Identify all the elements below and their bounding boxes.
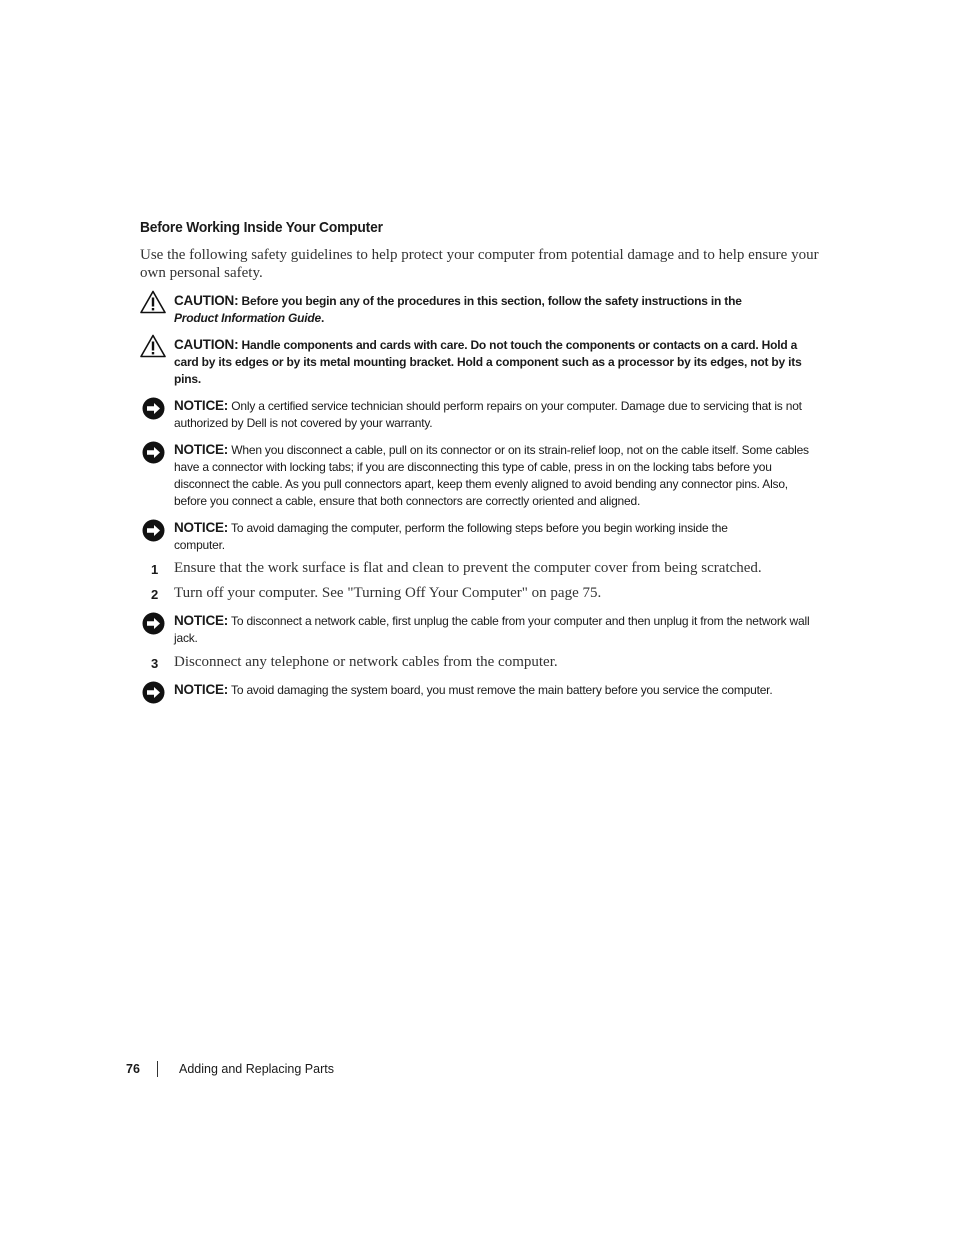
step-text: Ensure that the work surface is flat and clean to prevent the computer cover from being scratched. — [174, 560, 762, 576]
caution-label: CAUTION: — [174, 293, 239, 308]
step-number: 2 — [151, 587, 159, 602]
page-number: 76 — [126, 1062, 140, 1076]
notice-body: To avoid damaging the computer, perform the following steps before you begin working inside the computer. — [174, 521, 728, 552]
notice-body: Only a certified service technician should perform repairs on your computer. Damage due to servicing that is not authorized by Dell is not covered by your warranty. — [174, 399, 802, 430]
caution-text-2 — [174, 336, 822, 388]
step-number: 3 — [151, 656, 159, 671]
notice-label: NOTICE: — [174, 442, 229, 457]
notice-text-3 — [174, 519, 764, 554]
notice-label: NOTICE: — [174, 520, 229, 535]
notice-text-1 — [174, 397, 822, 432]
caution-body: Handle components and cards with care. Do not touch the components or contacts on a card. Hold a card by its edges or by its metal mounting bracket. Hold a component such as a processor by its edges, not by its pins. — [174, 338, 802, 386]
section-heading: Before Working Inside Your Computer — [140, 219, 383, 236]
notice-label: NOTICE: — [174, 613, 229, 628]
notice-arrow-icon — [142, 681, 165, 704]
notice-body: To avoid damaging the system board, you must remove the main battery before you service the computer. — [231, 683, 773, 697]
footer-separator — [157, 1061, 158, 1077]
intro-paragraph: Use the following safety guidelines to help protect your computer from potential damage and to help ensure your own personal safety. — [140, 247, 819, 281]
step-number: 1 — [151, 562, 159, 577]
notice-label: NOTICE: — [174, 398, 229, 413]
caution-text-1 — [174, 292, 822, 327]
caution-label: CAUTION: — [174, 337, 239, 352]
notice-text-2 — [174, 441, 822, 510]
caution-triangle-icon — [140, 334, 166, 358]
step-notice-text-2 — [174, 681, 834, 699]
notice-arrow-icon — [142, 397, 165, 420]
notice-arrow-icon — [142, 441, 165, 464]
caution-triangle-icon — [140, 290, 166, 314]
caution-emphasis: Product Information Guide — [174, 311, 321, 325]
notice-arrow-icon — [142, 612, 165, 635]
notice-body: To disconnect a network cable, first unplug the cable from your computer and then unplug it from the network wall jack. — [174, 614, 810, 645]
step-text: Disconnect any telephone or network cables from the computer. — [174, 654, 558, 670]
notice-arrow-icon — [142, 519, 165, 542]
chapter-title: Adding and Replacing Parts — [179, 1062, 334, 1076]
caution-after: . — [321, 311, 325, 325]
caution-body: Before you begin any of the procedures in this section, follow the safety instructions in the — [241, 294, 742, 308]
step-text: Turn off your computer. See "Turning Off Your Computer" on page 75. — [174, 585, 602, 601]
notice-body: When you disconnect a cable, pull on its connector or on its strain-relief loop, not on the cable itself. Some cables have a connector with locking tabs; if you are disconnecting this type of cable, press in on the locking tabs before you disconnect the cable. As you pull connectors apart, keep them evenly aligned to avoid bending any connector pins. Also, before you connect a cable, ensure that both connectors are correctly oriented and aligned. — [174, 443, 809, 508]
step-notice-text-1 — [174, 612, 814, 647]
notice-label: NOTICE: — [174, 682, 229, 697]
